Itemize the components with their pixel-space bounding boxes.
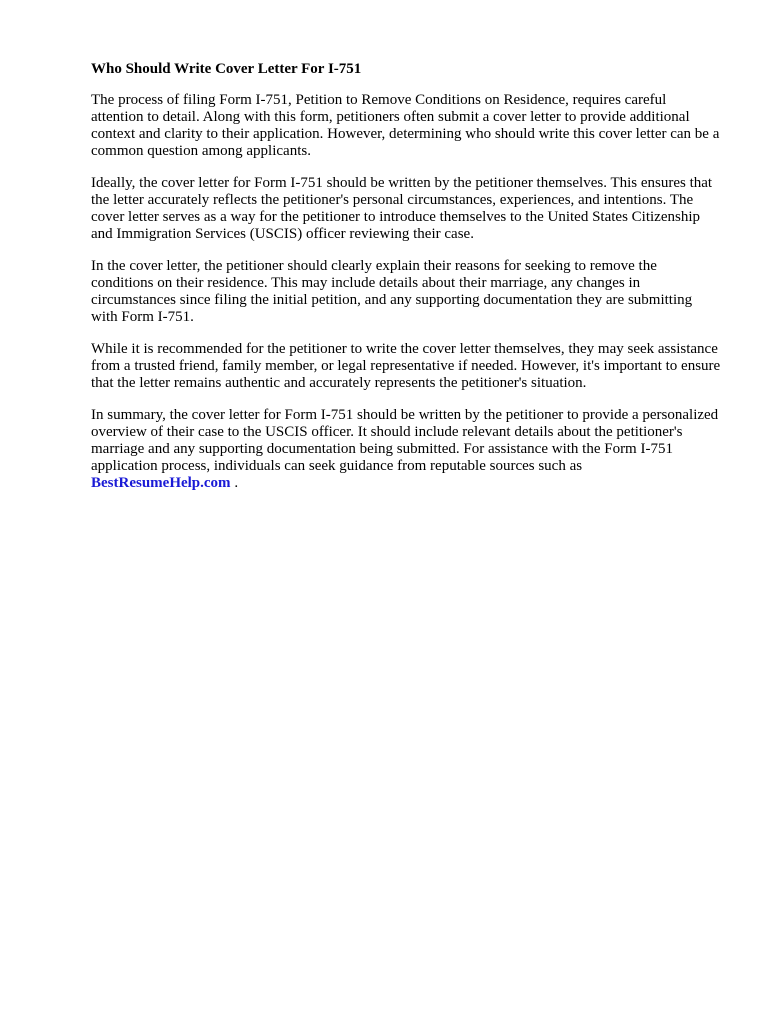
paragraph-process: The process of filing Form I-751, Petition to Remove Conditions on Residence, requires careful attention to detail. Along with this form, petitioners often submit a cover letter to provide additional context and clarity to their application. However, determining who should write this cover letter can be a common question among applicants. xyxy=(91,92,720,159)
summary-trailing: . xyxy=(230,475,239,491)
summary-text: In summary, the cover letter for Form I-751 should be written by the petitioner to provide a personalized overview of their case to the USCIS officer. It should include relevant details about the petitioner's marriage and any supporting documentation being submitted. For assistance with the Form I-751 application process, individuals can seek guidance from reputable sources such as xyxy=(91,407,719,474)
paragraph-assistance: While it is recommended for the petitioner to write the cover letter themselves, they may seek assistance from a trusted friend, family member, or legal representative if needed. However, it's important to ensure that the letter remains authentic and accurately represents the petitioner's situation. xyxy=(91,341,721,391)
paragraph-summary xyxy=(91,407,721,492)
paragraph-explain: In the cover letter, the petitioner should clearly explain their reasons for seeking to remove the conditions on their residence. This may include details about their marriage, any changes in circumstances since filing the initial petition, and any supporting documentation they are submitting with Form I-751. xyxy=(91,258,693,325)
document-title: Who Should Write Cover Letter For I-751 xyxy=(91,61,362,77)
document-page xyxy=(91,59,721,507)
paragraph-ideally: Ideally, the cover letter for Form I-751 should be written by the petitioner themselves. This ensures that the letter accurately reflects the petitioner's personal circumstances, experiences, and intentions. The cover letter serves as a way for the petitioner to introduce themselves to the United States Citizenship and Immigration Services (USCIS) officer reviewing their case. xyxy=(91,175,713,242)
bestresumehelp-link[interactable]: BestResumeHelp.com xyxy=(91,475,231,491)
